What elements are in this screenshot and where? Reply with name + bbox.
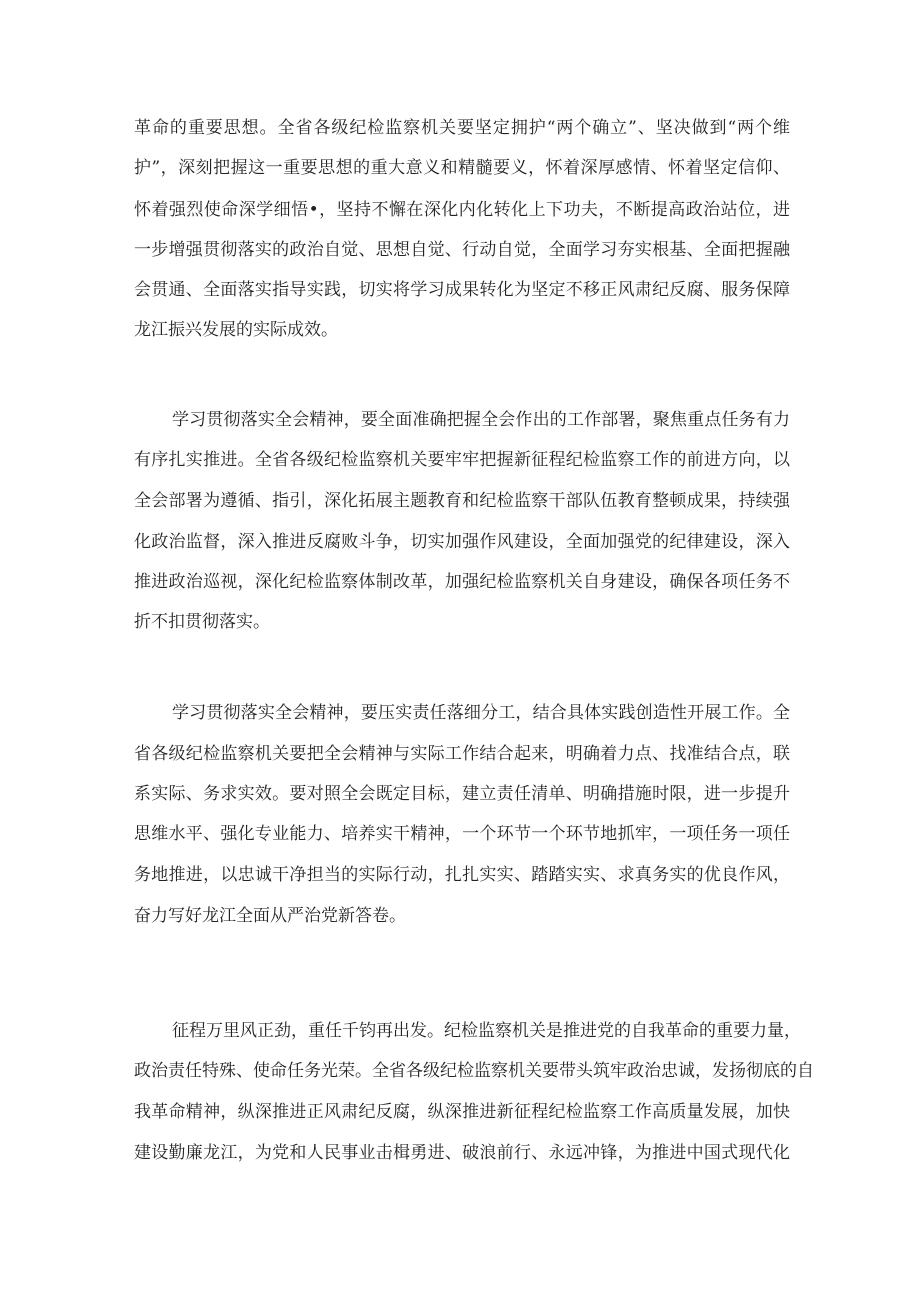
paragraph-line: 务地推进，以忠诚干净担当的实际行动，扎扎实实、踏踏实实、求真务实的优良作风， xyxy=(134,865,790,885)
paragraph-line: 系实际、务求实效。要对照全会既定目标，建立责任清单、明确措施时限，进一步提升 xyxy=(134,784,790,804)
paragraph-line: 一步增强贯彻落实的政治自觉、思想自觉、行动自觉，全面学习夯实根基、全面把握融 xyxy=(134,240,790,260)
paragraph-line: 有序扎实推进。全省各级纪检监察机关要牢牢把握新征程纪检监察工作的前进方向，以 xyxy=(134,450,790,470)
paragraph-line: 征程万里风正劲，重任千钧再出发。纪检监察机关是推进党的自我革命的重要力量， xyxy=(172,1021,801,1041)
paragraph-line: 折不扣贯彻落实。 xyxy=(134,612,270,632)
paragraph-line: 奋力写好龙江全面从严治党新答卷。 xyxy=(134,906,406,926)
paragraph-4 xyxy=(134,1019,814,1165)
paragraph-line: 护”，深刻把握这一重要思想的重大意义和精髓要义，怀着深厚感情、怀着坚定信仰、 xyxy=(134,158,790,178)
paragraph-line: 推进政治巡视，深化纪检监察体制改革，加强纪检监察机关自身建设，确保各项任务不 xyxy=(134,572,790,592)
paragraph-line: 思维水平、强化专业能力、培养实干精神，一个环节一个环节地抓牢，一项任务一项任 xyxy=(134,824,790,844)
paragraph-2 xyxy=(134,408,790,634)
paragraph-line: 会贯通、全面落实指导实践，切实将学习成果转化为坚定不移正风肃纪反腐、服务保障 xyxy=(134,280,790,300)
paragraph-line: 省各级纪检监察机关要把全会精神与实际工作结合起来，明确着力点、找准结合点，联 xyxy=(134,744,790,764)
paragraph-line: 怀着强烈使命深学细悟•，坚持不懈在深化内化转化上下功夫，不断提高政治站位，进 xyxy=(134,200,790,220)
paragraph-line: 学习贯彻落实全会精神，要压实责任落细分工，结合具体实践创造性开展工作。全 xyxy=(172,703,790,723)
paragraph-line: 龙江振兴发展的实际成效。 xyxy=(134,320,338,340)
paragraph-line: 学习贯彻落实全会精神，要全面准确把握全会作出的工作部署，聚焦重点任务有力 xyxy=(172,410,790,430)
paragraph-line: 政治责任特殊、使命任务光荣。全省各级纪检监察机关要带头筑牢政治忠诚，发扬彻底的自 xyxy=(134,1061,814,1081)
paragraph-line: 全会部署为遵循、指引，深化拓展主题教育和纪检监察干部队伍教育整顿成果，持续强 xyxy=(134,491,790,511)
paragraph-line: 我革命精神，纵深推进正风肃纪反腐，纵深推进新征程纪检监察工作高质量发展，加快 xyxy=(134,1102,790,1122)
paragraph-line: 建设勤廉龙江，为党和人民事业击楫勇进、破浪前行、永远冲锋，为推进中国式现代化 xyxy=(134,1143,790,1163)
paragraph-1 xyxy=(134,116,790,342)
paragraph-line: 革命的重要思想。全省各级纪检监察机关要坚定拥护“两个确立”、坚决做到“两个维 xyxy=(134,118,790,138)
paragraph-3 xyxy=(134,701,790,928)
paragraph-line: 化政治监督，深入推进反腐败斗争，切实加强作风建设，全面加强党的纪律建设，深入 xyxy=(134,532,790,552)
